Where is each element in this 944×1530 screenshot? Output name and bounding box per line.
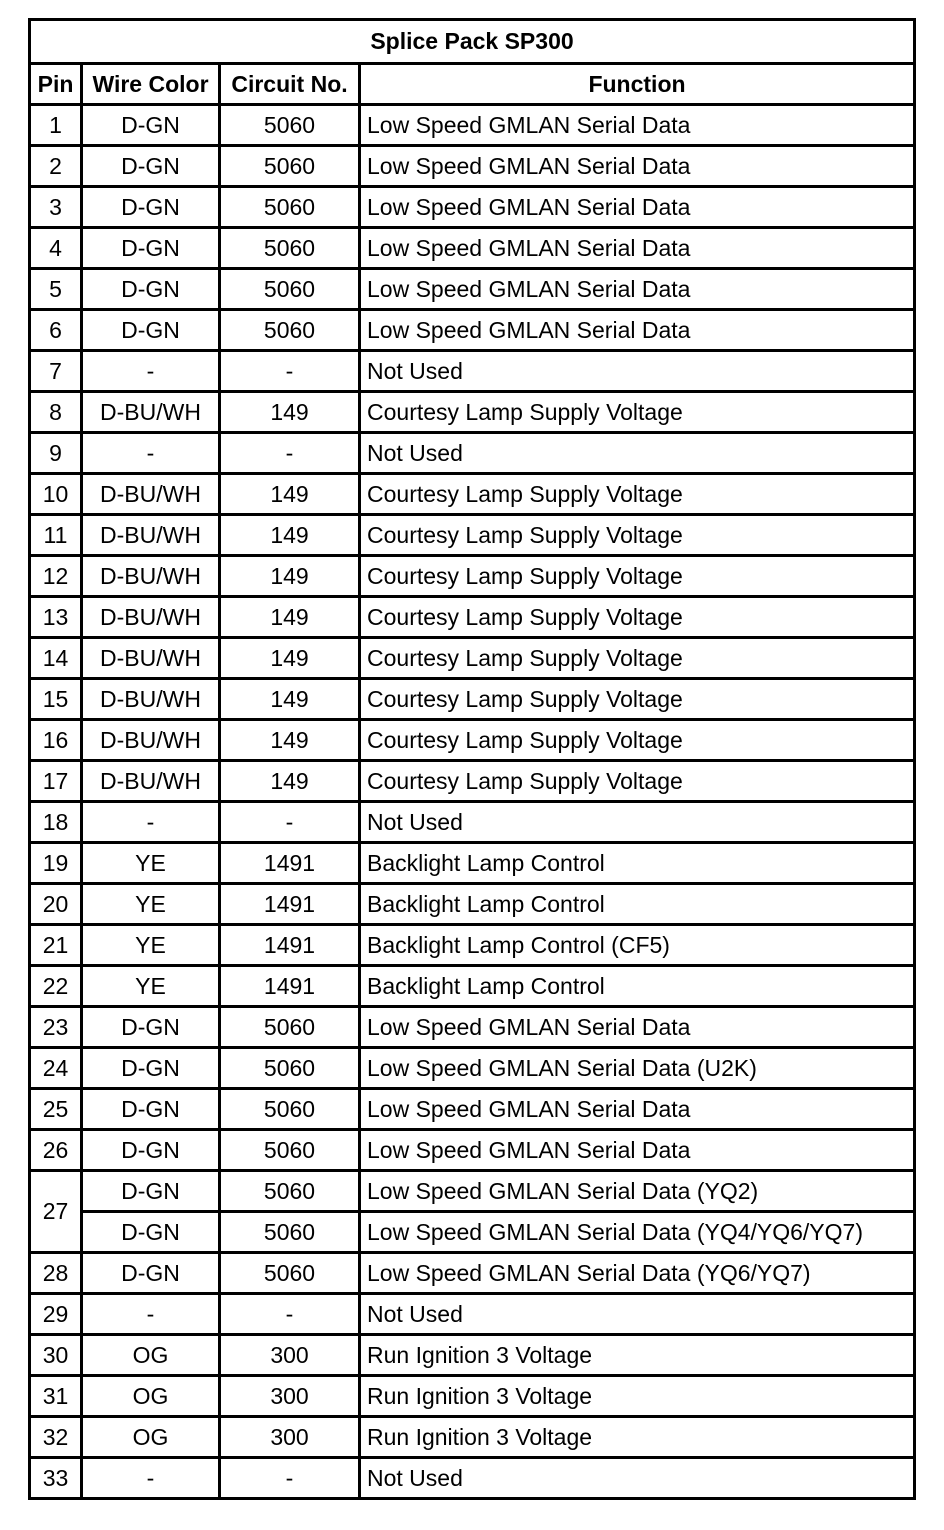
table-row — [30, 515, 915, 556]
circuit-no-cell: 5060 — [220, 1212, 360, 1253]
pin-cell: 20 — [30, 884, 82, 925]
function-cell: Backlight Lamp Control — [360, 966, 915, 1007]
function-cell: Backlight Lamp Control — [360, 884, 915, 925]
wire-color-cell: D-BU/WH — [82, 679, 220, 720]
pin-cell: 2 — [30, 146, 82, 187]
pin-cell: 11 — [30, 515, 82, 556]
pin-cell: 14 — [30, 638, 82, 679]
wire-color-cell: D-GN — [82, 1253, 220, 1294]
function-cell: Low Speed GMLAN Serial Data (YQ6/YQ7) — [360, 1253, 915, 1294]
pin-cell: 17 — [30, 761, 82, 802]
circuit-no-cell: 149 — [220, 597, 360, 638]
pin-cell: 31 — [30, 1376, 82, 1417]
pin-cell: 26 — [30, 1130, 82, 1171]
function-cell: Low Speed GMLAN Serial Data — [360, 1130, 915, 1171]
function-cell: Low Speed GMLAN Serial Data (YQ4/YQ6/YQ7) — [360, 1212, 915, 1253]
circuit-no-cell: 5060 — [220, 228, 360, 269]
table-row — [30, 597, 915, 638]
wire-color-cell: OG — [82, 1335, 220, 1376]
function-cell: Backlight Lamp Control (CF5) — [360, 925, 915, 966]
wire-color-cell: D-BU/WH — [82, 597, 220, 638]
pin-cell: 22 — [30, 966, 82, 1007]
pin-cell: 12 — [30, 556, 82, 597]
circuit-no-cell: 1491 — [220, 884, 360, 925]
wire-color-cell: - — [82, 1294, 220, 1335]
wire-color-cell: - — [82, 433, 220, 474]
function-cell: Low Speed GMLAN Serial Data — [360, 1089, 915, 1130]
pin-cell: 6 — [30, 310, 82, 351]
table-row — [30, 1089, 915, 1130]
pin-cell: 21 — [30, 925, 82, 966]
function-cell: Courtesy Lamp Supply Voltage — [360, 638, 915, 679]
circuit-no-cell: 5060 — [220, 1048, 360, 1089]
function-cell: Run Ignition 3 Voltage — [360, 1335, 915, 1376]
function-cell: Low Speed GMLAN Serial Data — [360, 269, 915, 310]
wire-color-cell: D-GN — [82, 310, 220, 351]
table-title: Splice Pack SP300 — [30, 20, 915, 64]
circuit-no-cell: 149 — [220, 638, 360, 679]
wire-color-cell: YE — [82, 843, 220, 884]
wire-color-cell: D-GN — [82, 1007, 220, 1048]
table-row — [30, 802, 915, 843]
pin-cell: 7 — [30, 351, 82, 392]
table-row — [30, 187, 915, 228]
table-row — [30, 1048, 915, 1089]
pin-cell: 32 — [30, 1417, 82, 1458]
table-body — [30, 105, 915, 1499]
table-row — [30, 474, 915, 515]
circuit-no-cell: 149 — [220, 392, 360, 433]
pin-cell: 19 — [30, 843, 82, 884]
pin-cell: 8 — [30, 392, 82, 433]
table-row — [30, 884, 915, 925]
wire-color-cell: D-GN — [82, 146, 220, 187]
circuit-no-cell: - — [220, 1458, 360, 1499]
circuit-no-cell: 1491 — [220, 925, 360, 966]
table-row — [30, 761, 915, 802]
function-cell: Not Used — [360, 1294, 915, 1335]
header-wire-color: Wire Color — [82, 64, 220, 105]
pin-cell: 30 — [30, 1335, 82, 1376]
wire-color-cell: OG — [82, 1376, 220, 1417]
wire-color-cell: D-GN — [82, 1089, 220, 1130]
wire-color-cell: - — [82, 802, 220, 843]
table-row — [30, 228, 915, 269]
circuit-no-cell: 149 — [220, 556, 360, 597]
wire-color-cell: YE — [82, 925, 220, 966]
circuit-no-cell: 149 — [220, 720, 360, 761]
circuit-no-cell: 300 — [220, 1335, 360, 1376]
table-row — [30, 1458, 915, 1499]
wire-color-cell: D-BU/WH — [82, 761, 220, 802]
circuit-no-cell: 5060 — [220, 105, 360, 146]
wire-color-cell: D-BU/WH — [82, 474, 220, 515]
pin-cell: 15 — [30, 679, 82, 720]
table-row — [30, 925, 915, 966]
wire-color-cell: - — [82, 351, 220, 392]
table-row — [30, 1007, 915, 1048]
table-row — [30, 1294, 915, 1335]
pin-cell: 4 — [30, 228, 82, 269]
wire-color-cell: D-GN — [82, 1212, 220, 1253]
table-row — [30, 1130, 915, 1171]
title-row — [30, 20, 915, 64]
circuit-no-cell: 5060 — [220, 1253, 360, 1294]
pin-cell: 5 — [30, 269, 82, 310]
table-row — [30, 310, 915, 351]
circuit-no-cell: - — [220, 351, 360, 392]
pin-cell: 16 — [30, 720, 82, 761]
circuit-no-cell: - — [220, 1294, 360, 1335]
pin-cell: 25 — [30, 1089, 82, 1130]
function-cell: Low Speed GMLAN Serial Data — [360, 146, 915, 187]
wire-color-cell: YE — [82, 884, 220, 925]
splice-pack-table — [28, 18, 916, 1500]
circuit-no-cell: 5060 — [220, 1130, 360, 1171]
function-cell: Backlight Lamp Control — [360, 843, 915, 884]
circuit-no-cell: 149 — [220, 474, 360, 515]
circuit-no-cell: - — [220, 802, 360, 843]
function-cell: Courtesy Lamp Supply Voltage — [360, 597, 915, 638]
table-row — [30, 105, 915, 146]
function-cell: Courtesy Lamp Supply Voltage — [360, 761, 915, 802]
table-row — [30, 638, 915, 679]
circuit-no-cell: 5060 — [220, 1089, 360, 1130]
function-cell: Courtesy Lamp Supply Voltage — [360, 515, 915, 556]
function-cell: Courtesy Lamp Supply Voltage — [360, 556, 915, 597]
table-row — [30, 1376, 915, 1417]
pin-cell: 24 — [30, 1048, 82, 1089]
pin-cell: 28 — [30, 1253, 82, 1294]
function-cell: Low Speed GMLAN Serial Data — [360, 228, 915, 269]
circuit-no-cell: 1491 — [220, 843, 360, 884]
pin-cell: 33 — [30, 1458, 82, 1499]
wire-color-cell: D-BU/WH — [82, 392, 220, 433]
circuit-no-cell: 149 — [220, 761, 360, 802]
circuit-no-cell: 5060 — [220, 187, 360, 228]
table-row — [30, 433, 915, 474]
table-row — [30, 146, 915, 187]
table-row — [30, 556, 915, 597]
function-cell: Low Speed GMLAN Serial Data — [360, 187, 915, 228]
function-cell: Low Speed GMLAN Serial Data — [360, 1007, 915, 1048]
function-cell: Courtesy Lamp Supply Voltage — [360, 679, 915, 720]
function-cell: Low Speed GMLAN Serial Data (U2K) — [360, 1048, 915, 1089]
pin-cell: 29 — [30, 1294, 82, 1335]
wire-color-cell: D-GN — [82, 228, 220, 269]
wire-color-cell: D-GN — [82, 1048, 220, 1089]
circuit-no-cell: 300 — [220, 1376, 360, 1417]
wire-color-cell: D-GN — [82, 187, 220, 228]
wire-color-cell: D-GN — [82, 269, 220, 310]
pin-cell: 27 — [30, 1171, 82, 1253]
function-cell: Low Speed GMLAN Serial Data — [360, 105, 915, 146]
pin-cell: 3 — [30, 187, 82, 228]
table-row — [30, 392, 915, 433]
table-row — [30, 1335, 915, 1376]
wire-color-cell: OG — [82, 1417, 220, 1458]
function-cell: Not Used — [360, 802, 915, 843]
function-cell: Courtesy Lamp Supply Voltage — [360, 720, 915, 761]
pin-cell: 9 — [30, 433, 82, 474]
function-cell: Run Ignition 3 Voltage — [360, 1376, 915, 1417]
header-row — [30, 64, 915, 105]
table-row — [30, 1171, 915, 1212]
function-cell: Run Ignition 3 Voltage — [360, 1417, 915, 1458]
function-cell: Courtesy Lamp Supply Voltage — [360, 474, 915, 515]
function-cell: Not Used — [360, 351, 915, 392]
wire-color-cell: D-BU/WH — [82, 720, 220, 761]
wire-color-cell: D-BU/WH — [82, 556, 220, 597]
header-function: Function — [360, 64, 915, 105]
pin-cell: 10 — [30, 474, 82, 515]
wire-color-cell: D-GN — [82, 1171, 220, 1212]
circuit-no-cell: 5060 — [220, 1007, 360, 1048]
function-cell: Low Speed GMLAN Serial Data (YQ2) — [360, 1171, 915, 1212]
table-row — [30, 679, 915, 720]
wire-color-cell: YE — [82, 966, 220, 1007]
table-row — [30, 843, 915, 884]
circuit-no-cell: 5060 — [220, 269, 360, 310]
wire-color-cell: D-GN — [82, 105, 220, 146]
circuit-no-cell: - — [220, 433, 360, 474]
table-row — [30, 1212, 915, 1253]
header-pin: Pin — [30, 64, 82, 105]
table-row — [30, 720, 915, 761]
circuit-no-cell: 1491 — [220, 966, 360, 1007]
wire-color-cell: - — [82, 1458, 220, 1499]
pin-cell: 1 — [30, 105, 82, 146]
circuit-no-cell: 149 — [220, 515, 360, 556]
function-cell: Not Used — [360, 1458, 915, 1499]
table-row — [30, 966, 915, 1007]
function-cell: Courtesy Lamp Supply Voltage — [360, 392, 915, 433]
table-row — [30, 1253, 915, 1294]
wire-color-cell: D-BU/WH — [82, 638, 220, 679]
wire-color-cell: D-GN — [82, 1130, 220, 1171]
table-row — [30, 351, 915, 392]
table-row — [30, 269, 915, 310]
circuit-no-cell: 5060 — [220, 1171, 360, 1212]
function-cell: Low Speed GMLAN Serial Data — [360, 310, 915, 351]
function-cell: Not Used — [360, 433, 915, 474]
wire-color-cell: D-BU/WH — [82, 515, 220, 556]
header-circuit-no: Circuit No. — [220, 64, 360, 105]
splice-pack-table-container — [28, 18, 913, 1500]
circuit-no-cell: 300 — [220, 1417, 360, 1458]
circuit-no-cell: 5060 — [220, 146, 360, 187]
pin-cell: 13 — [30, 597, 82, 638]
circuit-no-cell: 5060 — [220, 310, 360, 351]
table-row — [30, 1417, 915, 1458]
pin-cell: 23 — [30, 1007, 82, 1048]
pin-cell: 18 — [30, 802, 82, 843]
circuit-no-cell: 149 — [220, 679, 360, 720]
